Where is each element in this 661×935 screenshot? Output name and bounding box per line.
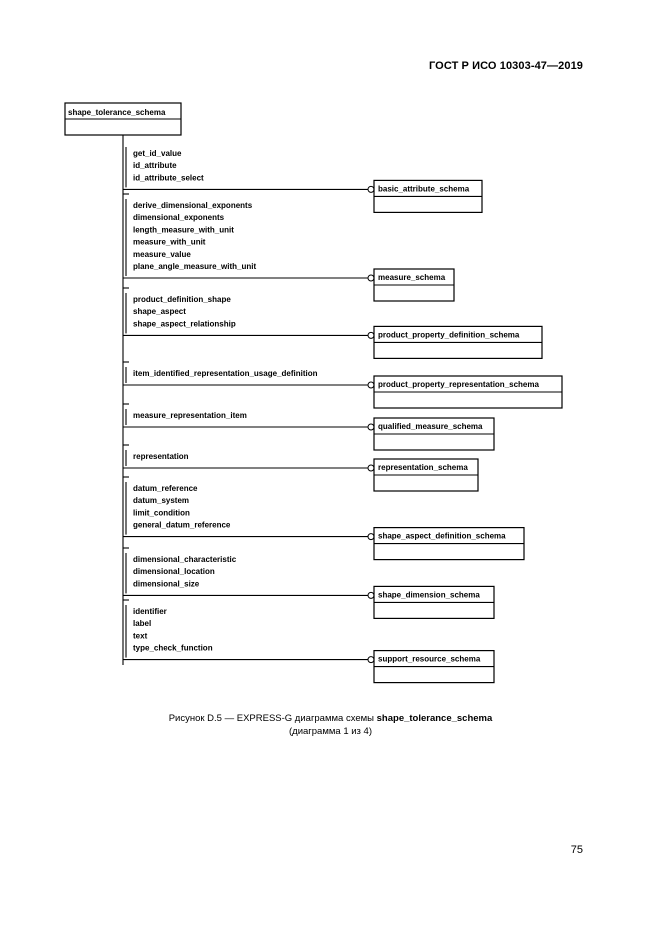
imported-item-label: id_attribute — [133, 161, 177, 171]
schema-box-label: product_property_definition_schema — [378, 330, 520, 340]
imported-item-label: label — [133, 619, 152, 629]
imported-item-label: get_id_value — [133, 149, 182, 158]
imported-item-label: id_attribute_select — [133, 173, 204, 183]
schema-box-label: basic_attribute_schema — [378, 184, 470, 194]
imported-item-label: shape_aspect — [133, 307, 186, 317]
imported-item-label: measure_representation_item — [133, 411, 247, 420]
connector-end-circle — [368, 592, 374, 598]
imported-item-label: type_check_function — [133, 643, 213, 653]
imported-item-label: limit_condition — [133, 508, 190, 518]
imported-item-label: datum_system — [133, 496, 190, 506]
imported-item-label: representation — [133, 452, 189, 461]
schema-group — [123, 362, 562, 408]
connector-end-circle — [368, 382, 374, 388]
root-schema-label: shape_tolerance_schema — [68, 108, 166, 117]
figure-caption — [0, 713, 661, 724]
connector-end-circle — [368, 534, 374, 540]
imported-item-label: datum_reference — [133, 484, 198, 493]
connector-end-circle — [368, 657, 374, 663]
connector-end-circle — [368, 465, 374, 471]
figure-caption-schema: shape_tolerance_schema — [376, 713, 493, 724]
schema-box-label: support_resource_schema — [378, 654, 481, 664]
figure-caption-line2: (диаграмма 1 из 4) — [289, 726, 372, 737]
imported-item-label: dimensional_location — [133, 567, 215, 577]
imported-item-label: general_datum_reference — [133, 520, 231, 530]
schema-box-label: shape_aspect_definition_schema — [378, 531, 506, 541]
imported-item-label: dimensional_size — [133, 579, 200, 589]
imported-item-label: dimensional_exponents — [133, 213, 225, 223]
schema-box-label: shape_dimension_schema — [378, 590, 480, 600]
imported-item-label: length_measure_with_unit — [133, 225, 234, 235]
imported-item-label: product_definition_shape — [133, 295, 231, 304]
imported-item-label: plane_angle_measure_with_unit — [133, 262, 257, 271]
schema-reference-groups — [123, 147, 562, 683]
schema-group — [123, 288, 542, 358]
imported-item-label: dimensional_characteristic — [133, 555, 237, 564]
imported-item-label: measure_with_unit — [133, 237, 206, 247]
imported-item-label: measure_value — [133, 249, 191, 259]
schema-group — [123, 404, 494, 450]
schema-box-label: qualified_measure_schema — [378, 422, 483, 431]
schema-box-label: representation_schema — [378, 463, 468, 472]
standard-header: ГОСТ Р ИСО 10303-47—2019 — [428, 60, 583, 72]
root-schema-node — [65, 103, 181, 135]
connector-end-circle — [368, 332, 374, 338]
page-number: 75 — [570, 844, 583, 856]
connector-end-circle — [368, 424, 374, 430]
figure-caption-prefix: Рисунок D.5 — EXPRESS-G диаграмма схемы — [168, 713, 377, 724]
imported-item-label: text — [133, 631, 148, 641]
connector-end-circle — [368, 275, 374, 281]
imported-item-label: derive_dimensional_exponents — [133, 201, 253, 210]
schema-box-label: measure_schema — [378, 273, 446, 282]
schema-box-label: product_property_representation_schema — [378, 380, 539, 389]
imported-item-label: shape_aspect_relationship — [133, 319, 236, 329]
imported-item-label: identifier — [133, 607, 167, 616]
imported-item-label: item_identified_representation_usage_definition — [133, 369, 318, 378]
connector-end-circle — [368, 186, 374, 192]
